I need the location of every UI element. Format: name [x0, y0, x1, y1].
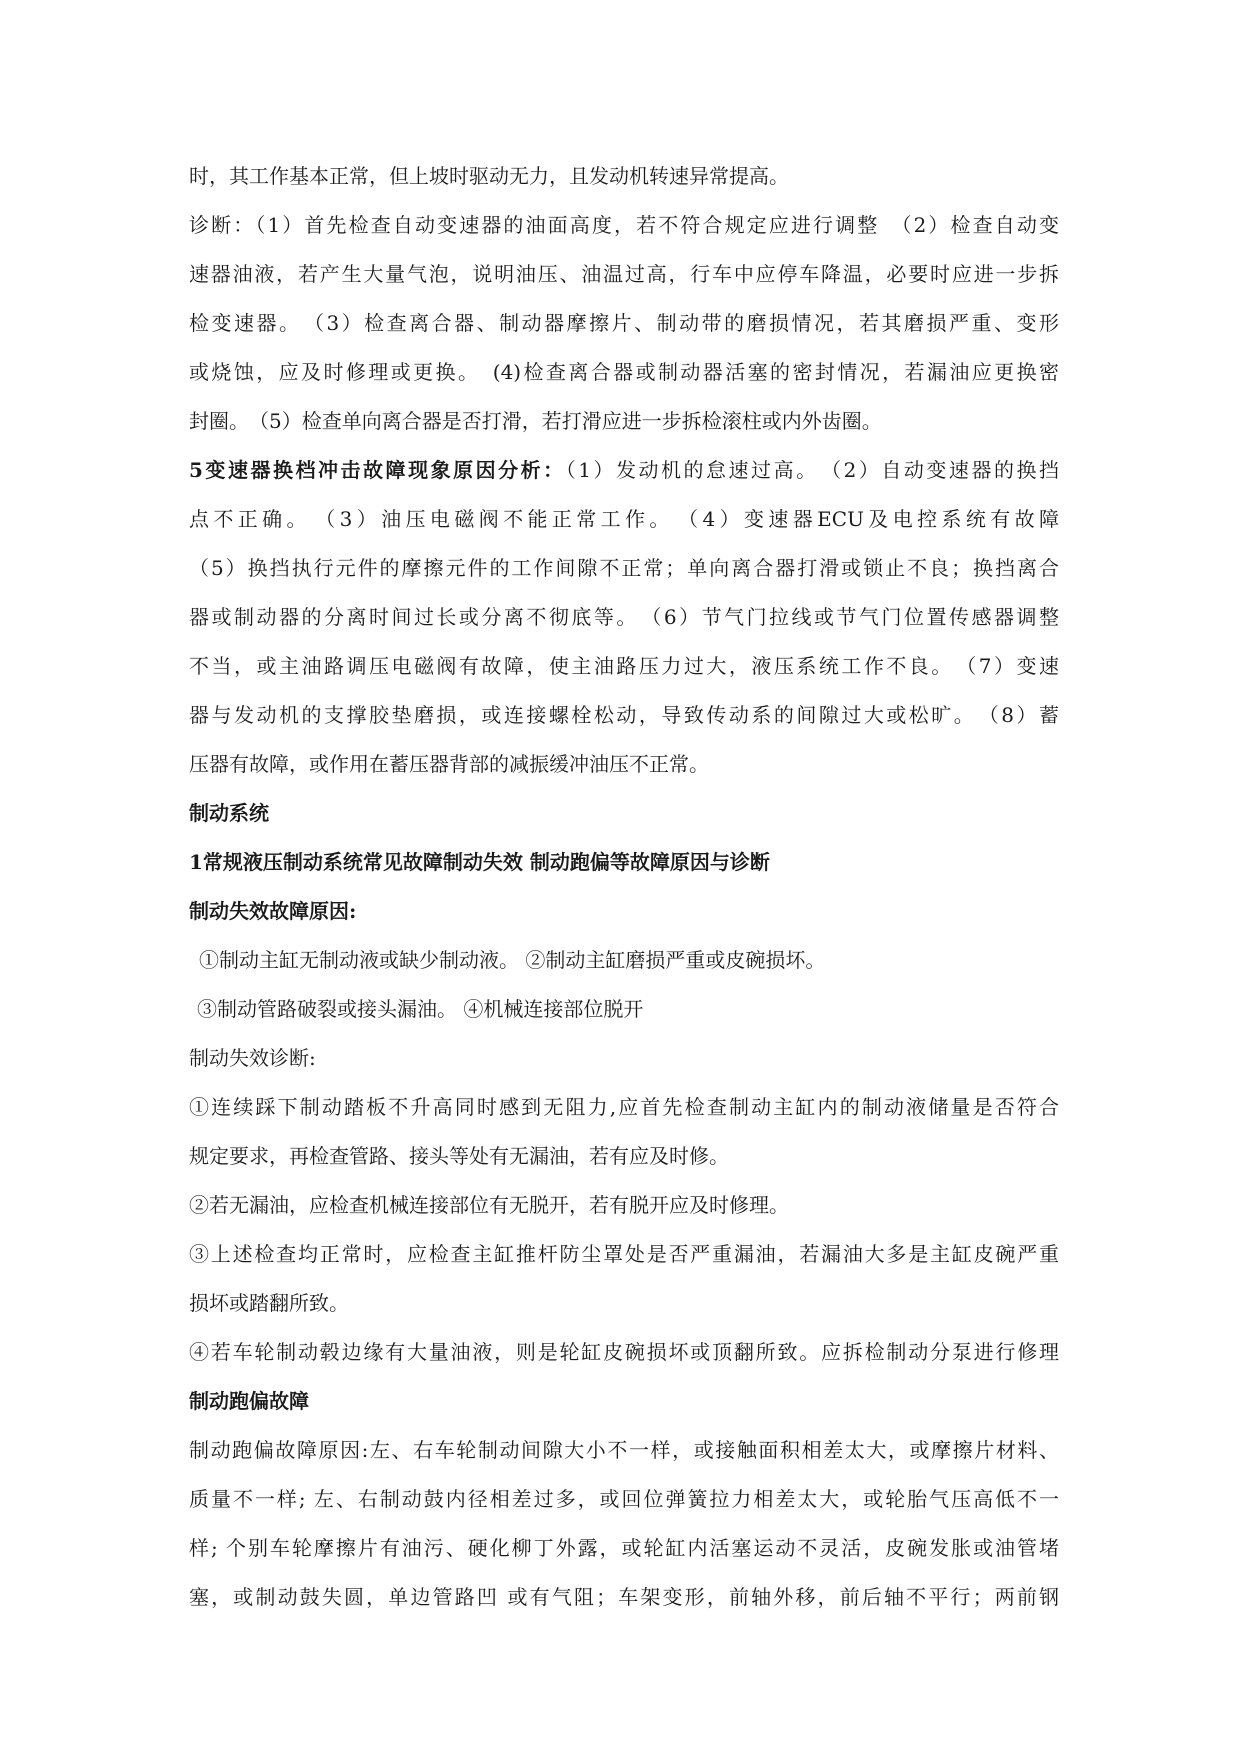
subheading: 制动跑偏故障: [189, 1389, 309, 1413]
text-line: 样; 个别车轮摩擦片有油污、硬化柳丁外露，或轮缸内活塞运动不灵活，皮碗发胀或油管堵: [189, 1536, 1059, 1560]
text-line: 压器有故障，或作用在蓄压器背部的减振缓冲油压不正常。: [189, 752, 709, 776]
text-line: 时，其工作基本正常，但上坡时驱动无力，且发动机转速异常提高。: [189, 164, 789, 188]
text-line: 检变速器。 （3）检查离合器、制动器摩擦片、制动带的磨损情况，若其磨损严重、变形: [189, 311, 1059, 335]
text-line: 封圈。 （5）检查单向离合器是否打滑，若打滑应进一步拆检滚柱或内外齿圈。: [189, 409, 882, 433]
list-item: ③制动管路破裂或接头漏油。 ④机械连接部位脱开: [197, 997, 644, 1021]
document-body: [189, 152, 1059, 1622]
text-line: ④若车轮制动毂边缘有大量油液，则是轮缸皮碗损坏或顶翻所致。应拆检制动分泵进行修理: [189, 1340, 1059, 1364]
text-line: （5）换挡执行元件的摩擦元件的工作间隙不正常；单向离合器打滑或锁止不良；换挡离合: [189, 556, 1059, 580]
text-line: 损坏或踏翻所致。: [189, 1291, 349, 1315]
text-line: 规定要求，再检查管路、接头等处有无漏油，若有应及时修。: [189, 1144, 729, 1168]
text-line: 塞，或制动鼓失圆，单边管路凹 或有气阻；车架变形，前轴外移，前后轴不平行；两前钢: [189, 1585, 1059, 1609]
section-heading: 5变速器换档冲击故障现象原因分析：: [189, 458, 566, 482]
text-line: 器或制动器的分离时间过长或分离不彻底等。 （6）节气门拉线或节气门位置传感器调整: [189, 605, 1059, 629]
text-line: 诊断：（1）首先检查自动变速器的油面高度，若不符合规定应进行调整 （2）检查自动变: [189, 213, 1059, 237]
text-line: ②若无漏油，应检查机械连接部位有无脱开，若有脱开应及时修理。: [189, 1193, 789, 1217]
section-title: 制动系统: [189, 801, 269, 825]
text-line: 制动跑偏故障原因:左、右车轮制动间隙大小不一样，或接触面积相差太大，或摩擦片材料、: [189, 1438, 1059, 1462]
text-line: 质量不一样; 左、右制动鼓内径相差过多，或回位弹簧拉力相差太大，或轮胎气压高低不一: [189, 1487, 1059, 1511]
text-line: 点不正确。 （3）油压电磁阀不能正常工作。 （4）变速器ECU及电控系统有故障: [189, 507, 1059, 531]
subheading: 制动失效诊断:: [189, 1046, 316, 1070]
subheading: 制动失效故障原因:: [189, 899, 357, 923]
text-line: ③上述检查均正常时，应检查主缸推杆防尘罩处是否严重漏油，若漏油大多是主缸皮碗严重: [189, 1242, 1059, 1266]
text-line: 不当，或主油路调压电磁阀有故障，使主油路压力过大，液压系统工作不良。 （7）变速: [189, 654, 1059, 678]
section-subtitle: 1常规液压制动系统常见故障制动失效 制动跑偏等故障原因与诊断: [189, 850, 770, 874]
text-line: ①连续踩下制动踏板不升高同时感到无阻力,应首先检查制动主缸内的制动液储量是否符合: [189, 1095, 1059, 1119]
text-line: 5变速器换档冲击故障现象原因分析：（1）发动机的怠速过高。 （2）自动变速器的换挡: [189, 458, 1059, 482]
list-item: ①制动主缸无制动液或缺少制动液。 ②制动主缸磨损严重或皮碗损坏。: [199, 948, 826, 972]
text-line: 器与发动机的支撑胶垫磨损，或连接螺栓松动，导致传动系的间隙过大或松旷。 （8）蓄: [189, 703, 1059, 727]
inline-label: 制动跑偏故障原因:: [189, 1438, 369, 1462]
text-line: 速器油液，若产生大量气泡，说明油压、油温过高，行车中应停车降温，必要时应进一步拆: [189, 262, 1059, 286]
text-line: 或烧蚀，应及时修理或更换。 (4)检查离合器或制动器活塞的密封情况，若漏油应更换密: [189, 360, 1059, 384]
